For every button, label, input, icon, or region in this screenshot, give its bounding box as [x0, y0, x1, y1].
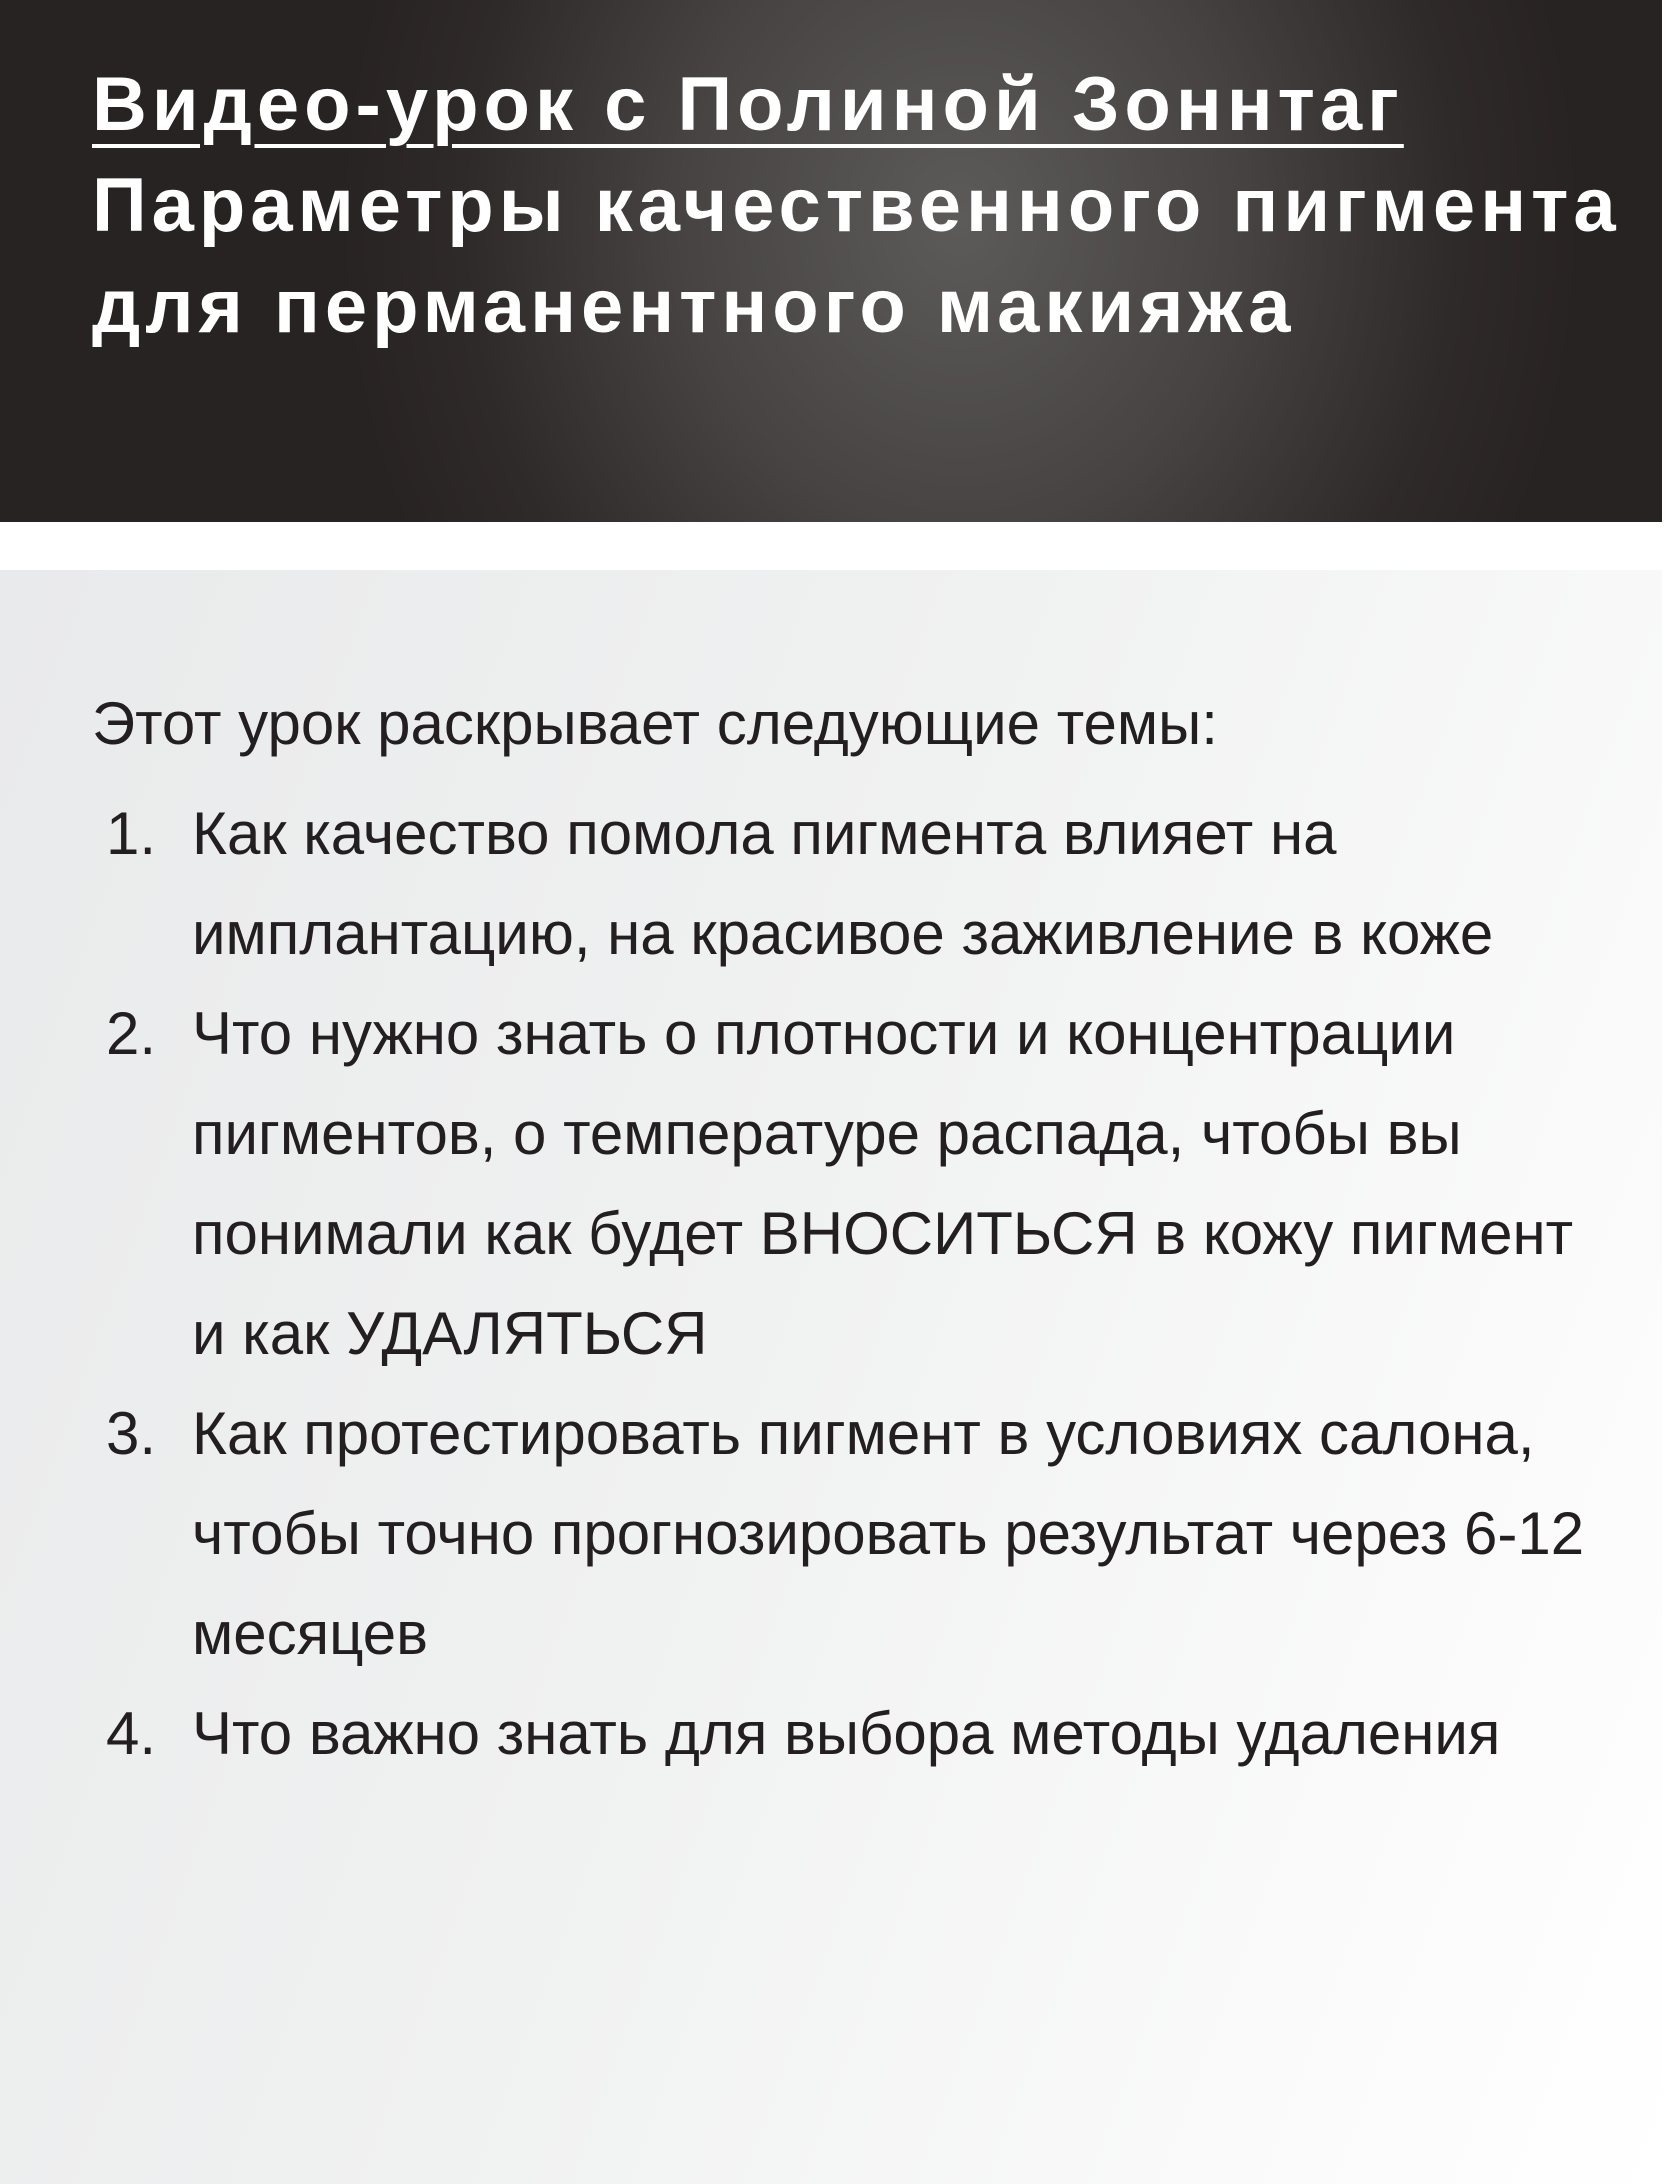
list-item [92, 1384, 1602, 1684]
list-item-text: Как протестировать пигмент в условиях салона, чтобы точно прогнозировать результат через 6-12 месяцев [192, 1400, 1585, 1667]
topic-list [92, 784, 1602, 1784]
list-item [92, 784, 1602, 984]
title-line-underlined: Видео-урок с Полиной Зоннтаг [92, 62, 1404, 147]
page-title [92, 54, 1662, 357]
list-item-number: 4. [106, 1700, 157, 1767]
list-item [92, 984, 1602, 1384]
title-line-subtitle: Параметры качественного пигмента для перманентного макияжа [92, 163, 1621, 349]
list-item-number: 1. [106, 800, 157, 867]
list-item-text: Что важно знать для выбора методы удаления [192, 1700, 1501, 1767]
list-item-number: 3. [106, 1400, 157, 1467]
intro-text: Этот урок раскрывает следующие темы: [92, 690, 1218, 757]
list-item [92, 1684, 1602, 1784]
list-item-number: 2. [106, 1000, 157, 1067]
header-banner [0, 0, 1662, 522]
content-panel [0, 570, 1662, 2184]
list-item-text: Как качество помола пигмента влияет на имплантацию, на красивое заживление в коже [192, 800, 1494, 967]
list-item-text: Что нужно знать о плотности и концентрации пигментов, о температуре распада, чтобы вы понимали как будет ВНОСИТЬСЯ в кожу пигмент и как УДАЛЯТЬСЯ [192, 1000, 1574, 1367]
